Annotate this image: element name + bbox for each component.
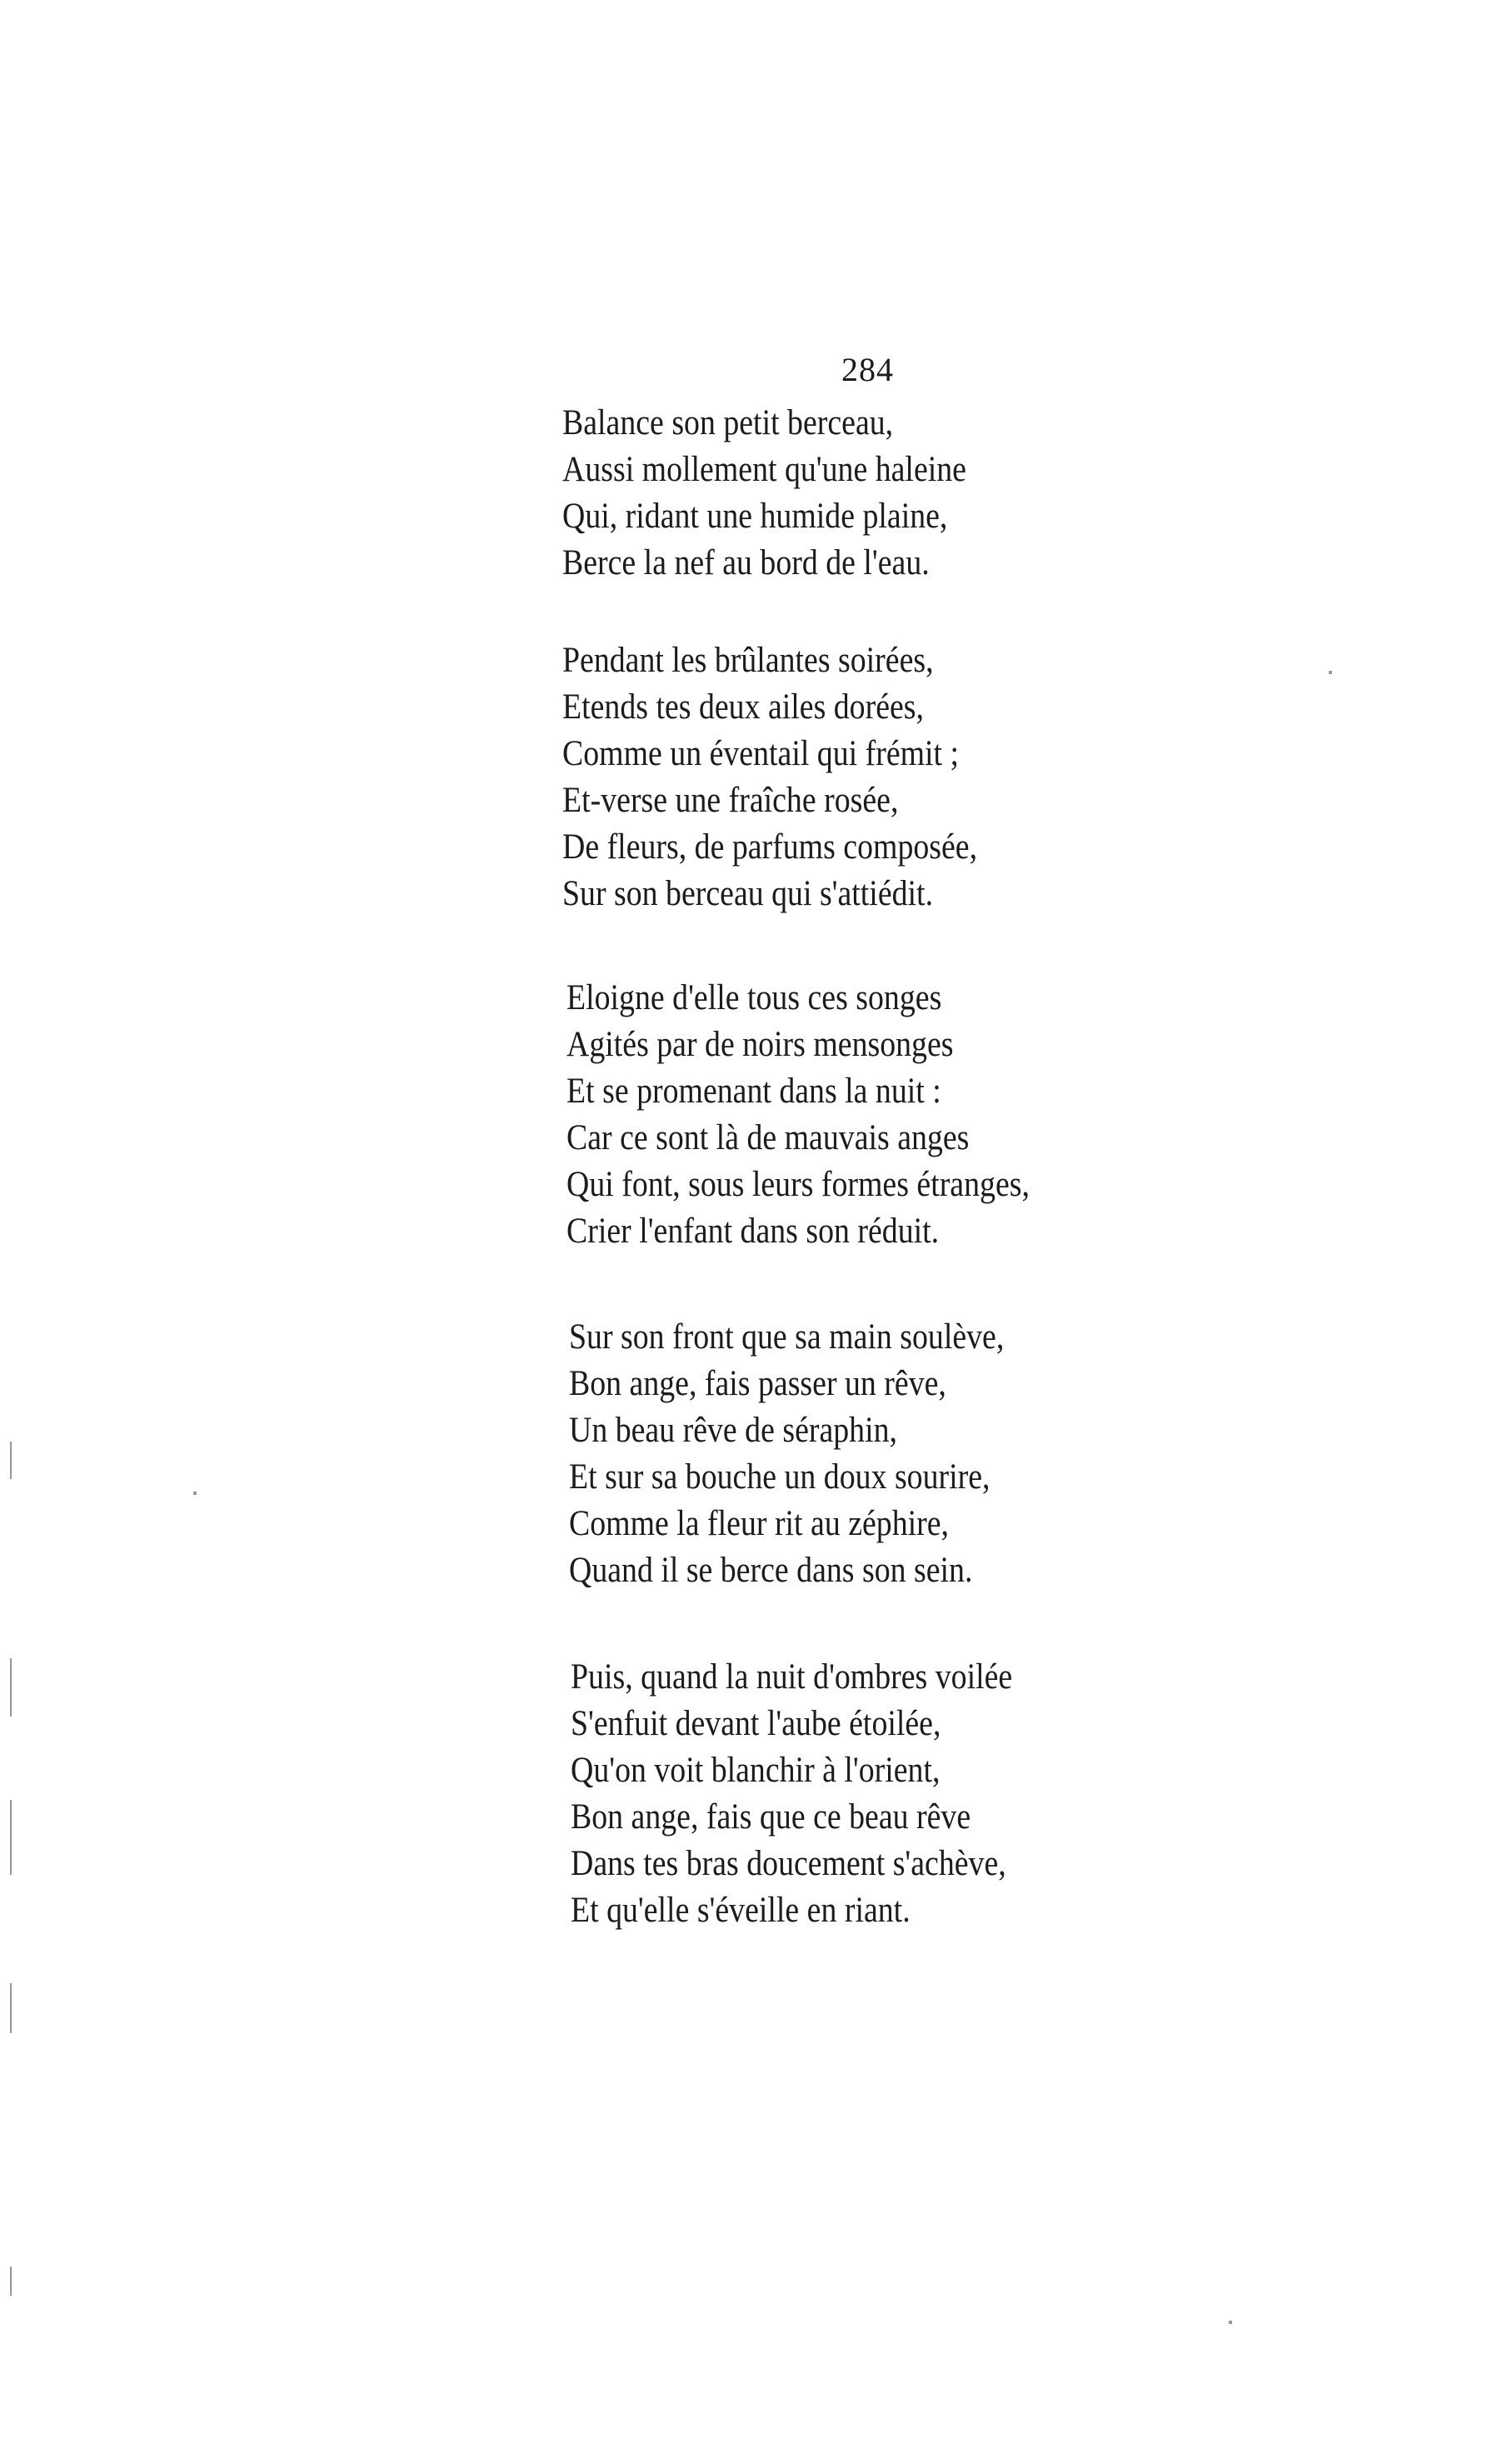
poem-line: Qui, ridant une humide plaine,: [562, 497, 948, 536]
scan-mark: [10, 1983, 12, 2033]
scan-mark: [193, 1492, 197, 1495]
scan-mark: [10, 1800, 12, 1875]
scan-mark: [1229, 2321, 1232, 2324]
poem-line: De fleurs, de parfums composée,: [562, 827, 978, 867]
poem-line: Et qu'elle s'éveille en riant.: [571, 1891, 911, 1930]
poem-line: Puis, quand la nuit d'ombres voilée: [571, 1657, 1013, 1697]
poem-line: Pendant les brûlantes soirées,: [562, 641, 934, 680]
poem-line: Comme la fleur rit au zéphire,: [569, 1504, 950, 1543]
poem-line: Qu'on voit blanchir à l'orient,: [571, 1751, 941, 1790]
poem-line: Sur son berceau qui s'attiédit.: [562, 874, 934, 913]
poem-line: Et sur sa bouche un doux sourire,: [569, 1457, 991, 1497]
poem-line: Bon ange, fais que ce beau rêve: [571, 1797, 971, 1837]
poem-line: Agités par de noirs mensonges: [566, 1025, 954, 1064]
poem-line: Crier l'enfant dans son réduit.: [566, 1212, 940, 1251]
poem-line: Un beau rêve de séraphin,: [569, 1411, 898, 1450]
poem-line: Dans tes bras doucement s'achève,: [571, 1844, 1006, 1883]
scan-mark: [10, 2267, 12, 2296]
poem-line: S'enfuit devant l'aube étoilée,: [571, 1704, 941, 1743]
poem-line: Balance son petit berceau,: [562, 403, 894, 442]
page-number: 284: [841, 351, 894, 388]
poem-line: Quand il se berce dans son sein.: [569, 1551, 973, 1590]
poem-line: Car ce sont là de mauvais anges: [566, 1118, 970, 1157]
poem-line: Bon ange, fais passer un rêve,: [569, 1364, 946, 1403]
poem-line: Aussi mollement qu'une haleine: [562, 450, 966, 489]
scan-mark: [10, 1442, 12, 1479]
scan-mark: [1329, 671, 1332, 674]
poem-line: Berce la nef au bord de l'eau.: [562, 543, 930, 582]
poem-line: Etends tes deux ailes dorées,: [562, 687, 924, 727]
scan-mark: [10, 1658, 12, 1717]
poem-line: Sur son front que sa main soulève,: [569, 1317, 1005, 1357]
poem-line: Et-verse une fraîche rosée,: [562, 781, 899, 820]
poem-line: Qui font, sous leurs formes étranges,: [566, 1165, 1030, 1204]
poem-line: Comme un éventail qui frémit ;: [562, 734, 960, 773]
poem-line: Eloigne d'elle tous ces songes: [566, 978, 942, 1017]
poem-line: Et se promenant dans la nuit :: [566, 1072, 941, 1111]
